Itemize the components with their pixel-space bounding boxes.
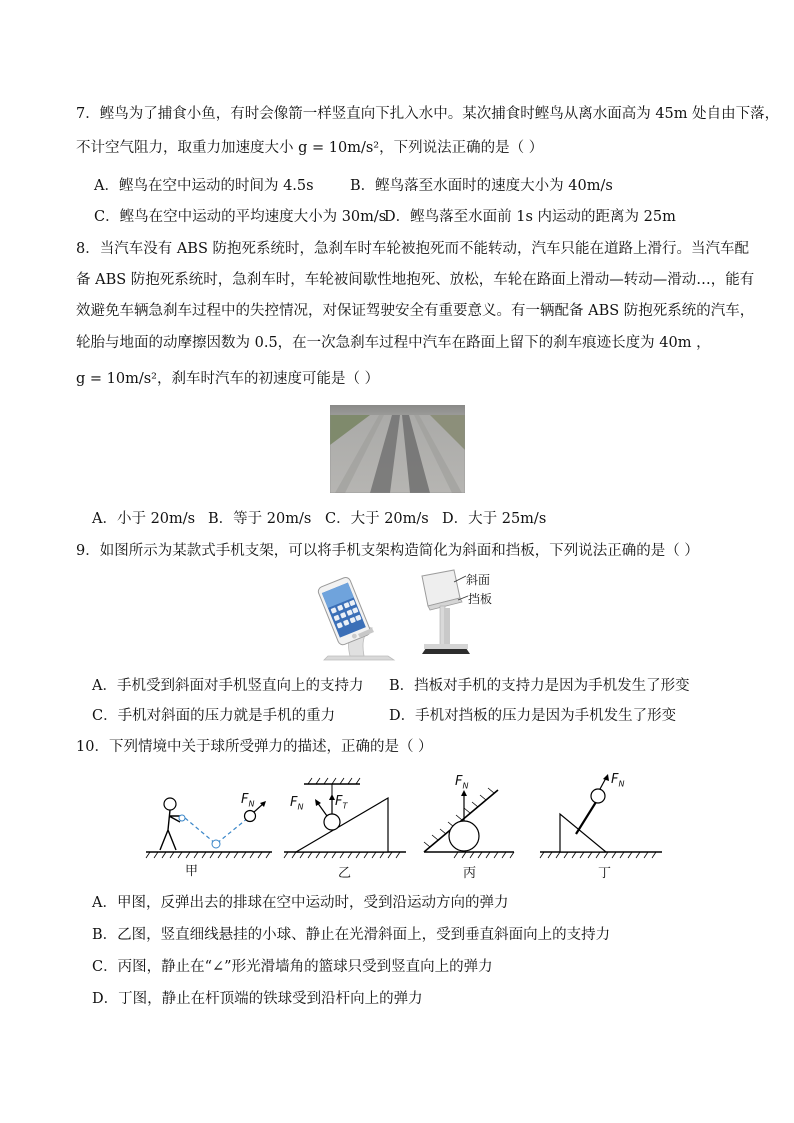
label-board: 挡板 xyxy=(468,592,493,606)
q9-option-c: C．手机对斜面的压力就是手机的重力 xyxy=(92,708,336,724)
q10-option-b: B．乙图，竖直细线悬挂的小球、静止在光滑斜面上，受到垂直斜面向上的支持力 xyxy=(92,927,611,943)
q9-option-b: B．挡板对手机的支持力是因为手机发生了形变 xyxy=(389,678,690,694)
q7-option-b: B．鲣鸟落至水面时的速度大小为 40m/s xyxy=(350,178,613,194)
q7-option-a: A．鲣鸟在空中运动的时间为 4.5s xyxy=(94,178,314,194)
force-label-yi-n: $F_N$ xyxy=(290,795,304,812)
label-slope: 斜面 xyxy=(466,573,491,587)
caption-ding: 丁 xyxy=(598,866,612,881)
force-label-jia: $F_N$ xyxy=(241,792,255,809)
figure-jia xyxy=(144,770,274,860)
caption-bing: 丙 xyxy=(463,866,477,881)
q8-stem-line3: 效避免车辆急刹车过程中的失控情况，对保证驾驶安全有重要意义。有一辆配备 ABS 防抱死系统的汽车， xyxy=(76,303,755,319)
force-label-bing: $F_N$ xyxy=(455,774,469,791)
q8-stem-line4: 轮胎与地面的动摩擦因数为 0.5，在一次急刹车过程中汽车在路面上留下的刹车痕迹长度为 40m ， xyxy=(76,335,711,351)
q7-option-d: D．鲣鸟落至水面前 1s 内运动的距离为 25m xyxy=(384,209,676,225)
q7-option-c: C．鲣鸟在空中运动的平均速度大小为 30m/s xyxy=(94,209,387,225)
q10-stem: 10．下列情境中关于球所受弹力的描述，正确的是（ ） xyxy=(76,739,433,755)
q10-option-a: A．甲图，反弹出去的排球在空中运动时，受到沿运动方向的弹力 xyxy=(92,895,509,911)
phone-stand-photo xyxy=(310,572,410,664)
caption-yi: 乙 xyxy=(338,866,352,881)
q9-stem: 9．如图所示为某款式手机支架，可以将手机支架构造简化为斜面和挡板，下列说法正确的是（ ） xyxy=(76,543,699,559)
brake-marks-photo xyxy=(330,405,465,493)
q7-stem-line1: 7．鲣鸟为了捕食小鱼，有时会像箭一样竖直向下扎入水中。某次捕食时鲣鸟从离水面高为 45m 处自由下落， xyxy=(76,106,780,122)
caption-jia: 甲 xyxy=(185,864,199,879)
q8-stem-line2: 备 ABS 防抱死系统时，急刹车时，车轮被间歇性地抱死、放松，车轮在路面上滑动—转动—滑动…，能有 xyxy=(76,272,755,288)
q8-option-c: C．大于 20m/s xyxy=(325,511,429,527)
q8-option-d: D．大于 25m/s xyxy=(442,511,547,527)
q9-option-a: A．手机受到斜面对手机竖直向上的支持力 xyxy=(92,678,364,694)
figure-ding xyxy=(536,768,666,860)
q8-stem-line5: g = 10m/s²，刹车时汽车的初速度可能是（ ） xyxy=(76,371,380,387)
q10-option-c: C．丙图，静止在“∠”形光滑墙角的篮球只受到竖直向上的弹力 xyxy=(92,959,493,975)
q8-option-b: B．等于 20m/s xyxy=(208,511,312,527)
q8-option-a: A．小于 20m/s xyxy=(92,511,196,527)
q10-option-d: D．丁图，静止在杆顶端的铁球受到沿杆向上的弹力 xyxy=(92,991,423,1007)
figure-yi xyxy=(280,776,410,860)
force-label-ding: $F_N$ xyxy=(611,772,625,789)
force-label-yi-t: $F_T$ xyxy=(335,794,348,811)
q8-stem-line1: 8．当汽车没有 ABS 防抱死系统时，急刹车时车轮被抱死而不能转动，汽车只能在道路上滑行。当汽车配 xyxy=(76,241,749,257)
q9-option-d: D．手机对挡板的压力是因为手机发生了形变 xyxy=(389,708,677,724)
q7-stem-line2: 不计空气阻力，取重力加速度大小 g = 10m/s²，下列说法正确的是（ ） xyxy=(76,140,544,156)
